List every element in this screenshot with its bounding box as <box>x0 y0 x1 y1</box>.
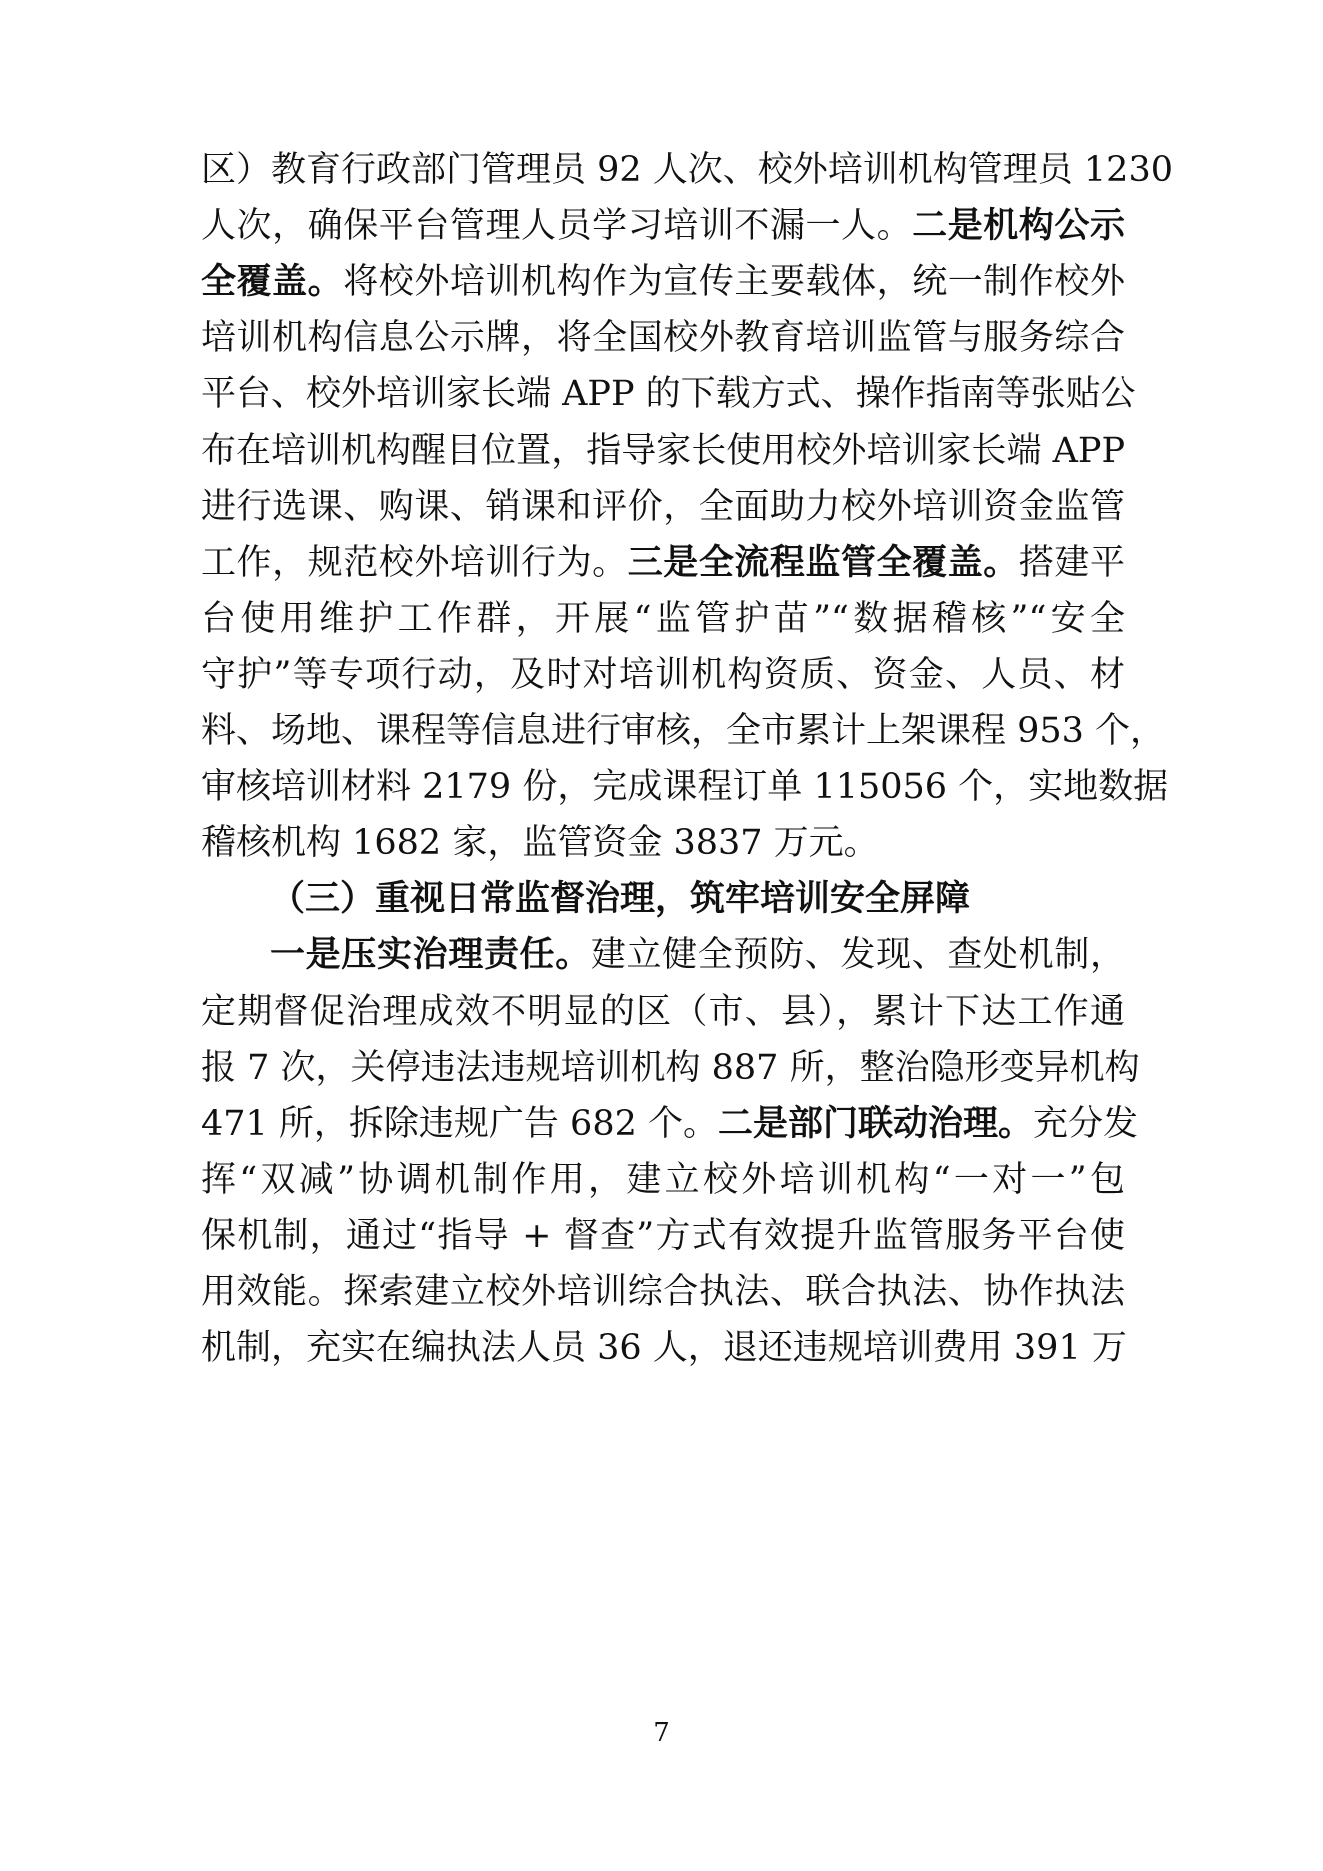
text-span: 充分发 <box>1033 1103 1139 1144</box>
text-line <box>201 1038 1140 1098</box>
text-line <box>201 1150 1125 1210</box>
text-line <box>201 477 1125 537</box>
text-line <box>201 252 1125 312</box>
bold-phrase: 二是部门联动治理。 <box>718 1103 1034 1144</box>
text-line <box>201 1094 1139 1154</box>
text-line <box>201 533 1125 593</box>
text-span: 稽核机构 1682 家，监管资金 3837 万元。 <box>201 823 879 864</box>
text-span: 保机制，通过“指导 + 督查”方式有效提升监管服务平台使 <box>201 1215 1125 1256</box>
text-line <box>201 364 1136 424</box>
text-span: 进行选课、购课、销课和评价，全面助力校外培训资金监管 <box>201 486 1125 527</box>
text-span: 挥“双减”协调机制作用，建立校外培训机构“一对一”包 <box>201 1159 1125 1200</box>
text-span: 搭建平 <box>1018 542 1125 583</box>
text-span: 471 所，拆除违规广告 682 个。 <box>201 1103 718 1144</box>
text-span: 培训机构信息公示牌，将全国校外教育培训监管与服务综合 <box>201 318 1125 359</box>
text-line <box>201 813 1125 873</box>
text-line <box>270 925 1125 985</box>
text-span: 平台、校外培训家长端 APP 的下载方式、操作指南等张贴公 <box>201 374 1136 415</box>
bold-phrase: 二是机构公示 <box>912 206 1125 247</box>
text-line <box>201 701 1166 761</box>
text-span: 布在培训机构醒目位置，指导家长使用校外培训家长端 APP <box>201 430 1125 471</box>
text-span: 区）教育行政部门管理员 92 人次、校外培训机构管理员 1230 <box>201 150 1173 190</box>
text-line <box>201 1206 1125 1266</box>
text-line <box>201 1262 1125 1322</box>
bold-phrase: 一是压实治理责任。 <box>270 935 591 976</box>
text-span: 建立健全预防、发现、查处机制， <box>590 935 1125 976</box>
text-span: 审核培训材料 2179 份，完成课程订单 115056 个，实地数据 <box>201 767 1169 808</box>
text-span: 将校外培训机构作为宣传主要载体，统一制作校外 <box>343 262 1125 303</box>
bold-phrase: 全覆盖。 <box>201 262 344 303</box>
page-number: 7 <box>653 1718 670 1748</box>
text-line <box>201 982 1125 1042</box>
text-line <box>201 140 1173 200</box>
text-span: 人次，确保平台管理人员学习培训不漏一人。 <box>201 206 913 247</box>
bold-phrase: 三是全流程监管全覆盖。 <box>627 542 1019 583</box>
text-span: 定期督促治理成效不明显的区（市、县），累计下达工作通 <box>201 991 1125 1032</box>
text-line <box>201 421 1125 481</box>
section-heading <box>270 869 1125 929</box>
text-line <box>201 757 1169 817</box>
text-span: 台使用维护工作群，开展“监管护苗”“数据稽核”“安全 <box>201 598 1125 639</box>
text-span: 工作，规范校外培训行为。 <box>201 542 628 583</box>
text-span: 守护”等专项行动，及时对培训机构资质、资金、人员、材 <box>201 654 1125 695</box>
text-line <box>201 308 1125 368</box>
text-line <box>201 1318 1125 1378</box>
text-span: 报 7 次，关停违法违规培训机构 887 所，整治隐形变异机构 <box>201 1047 1140 1088</box>
text-span: 机制，充实在编执法人员 36 人，退还违规培训费用 391 万 <box>201 1328 1127 1369</box>
bold-phrase: （三）重视日常监督治理，筑牢培训安全屏障 <box>270 879 971 920</box>
text-span: 用效能。探索建立校外培训综合执法、联合执法、协作执法 <box>201 1272 1125 1312</box>
text-line <box>201 645 1125 705</box>
text-line <box>201 196 1125 256</box>
text-line <box>201 589 1125 649</box>
text-span: 料、场地、课程等信息进行审核，全市累计上架课程 953 个， <box>201 711 1166 751</box>
